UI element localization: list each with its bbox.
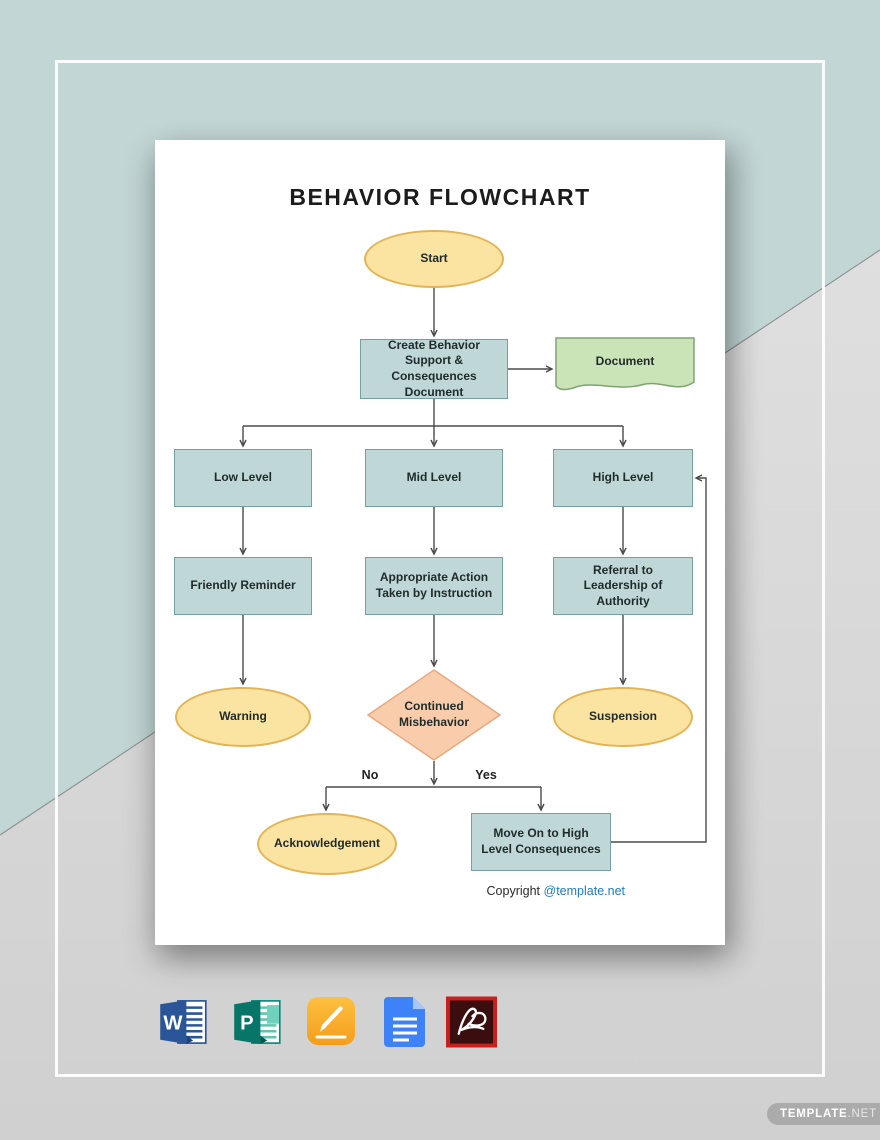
node-document bbox=[555, 337, 695, 397]
node-referral bbox=[553, 557, 693, 615]
edge-label-no: No bbox=[361, 768, 379, 782]
node-appropriate-action bbox=[365, 557, 503, 615]
node-continued-misbehavior-label: Continued Misbehavior bbox=[398, 699, 470, 729]
template-page bbox=[155, 140, 725, 945]
node-mid-level-label: Mid Level bbox=[406, 470, 462, 485]
node-high-level bbox=[553, 449, 693, 507]
svg-text:W: W bbox=[163, 1012, 183, 1035]
node-low-level bbox=[174, 449, 312, 507]
node-continued-misbehavior bbox=[367, 669, 501, 761]
node-document-label: Document bbox=[595, 354, 655, 369]
node-suspension-label: Suspension bbox=[588, 709, 657, 724]
node-high-level-label: High Level bbox=[592, 470, 654, 485]
ms-word-icon[interactable] bbox=[156, 996, 210, 1053]
node-mid-level bbox=[365, 449, 503, 507]
edge-label-yes: Yes bbox=[475, 768, 497, 782]
ms-publisher-icon[interactable] bbox=[230, 996, 284, 1053]
page-title: BEHAVIOR FLOWCHART bbox=[289, 184, 591, 210]
node-start bbox=[364, 230, 504, 288]
template-net-link[interactable]: @template.net bbox=[543, 884, 625, 898]
node-referral-label: Referral to Leadership of Authority bbox=[583, 562, 663, 608]
template-net-badge[interactable] bbox=[767, 1103, 880, 1125]
node-start-label: Start bbox=[420, 251, 448, 266]
svg-text:P: P bbox=[240, 1012, 254, 1035]
apple-pages-icon[interactable] bbox=[306, 996, 356, 1052]
node-suspension bbox=[553, 687, 693, 747]
node-move-on-label: Move On to High Level Consequences bbox=[481, 826, 601, 856]
node-low-level-label: Low Level bbox=[213, 470, 272, 485]
copyright-line bbox=[487, 884, 625, 898]
badge-bold-text: TEMPLATE bbox=[780, 1108, 848, 1120]
adobe-pdf-icon[interactable] bbox=[446, 996, 497, 1053]
node-create-document bbox=[360, 339, 508, 399]
google-docs-icon[interactable] bbox=[384, 997, 427, 1052]
node-create-document-label: Create Behavior Support & Consequences Document bbox=[387, 337, 481, 399]
node-move-on bbox=[471, 813, 611, 871]
node-warning bbox=[175, 687, 311, 747]
node-warning-label: Warning bbox=[219, 709, 267, 724]
node-friendly-reminder bbox=[174, 557, 312, 615]
copyright-label: Copyright bbox=[486, 884, 541, 898]
node-appropriate-action-label: Appropriate Action Taken by Instruction bbox=[375, 570, 493, 600]
badge-light-text: .NET bbox=[847, 1108, 877, 1120]
node-acknowledgement-label: Acknowledgement bbox=[273, 836, 381, 851]
node-acknowledgement bbox=[257, 813, 397, 875]
node-friendly-reminder-label: Friendly Reminder bbox=[190, 578, 296, 593]
